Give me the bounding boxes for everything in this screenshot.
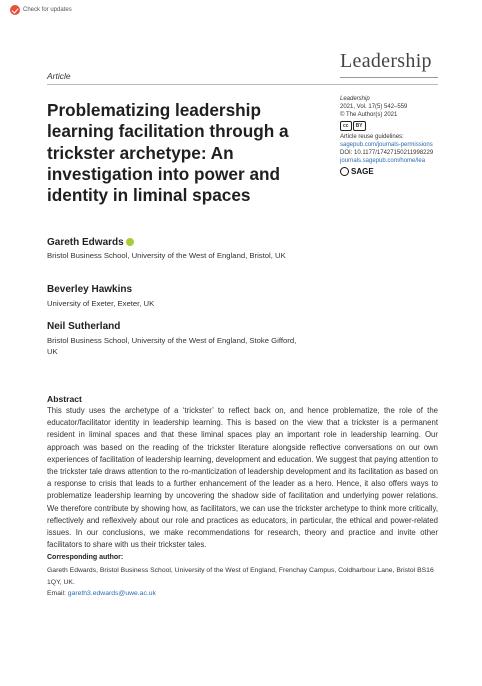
publication-metadata xyxy=(340,95,480,176)
abstract-text: This study uses the archetype of a ‘trickster’ to reflect back on, and hence problematize, the role of the educator/facilitator identity in leadership learning. This is based on the view that a trickster is a permanent resident in liminal spaces and that these liminal spaces play an important role in leadership learning. Our approach was based on the reading of the trickster literature alongside reflective conversations on our own experiences of facilitation of leadership learning, development and education. We suggest that paying attention to the trickster tale draws attention to the ro-manticization of leadership development and its facilitation as based on a response to crisis that leads to a further enhancement of the leader as a hero. Hence, it also offers ways to problematize leadership learning by uncovering the shadow side of facilitation and underlying power relations. We therefore contribute by showing how, as facilitators, we can use the trickster archetype to think more critically, reflectively and reflexively about our role and practices as educators, in particular, the ethical and power-related issues. In our conclusions, we make recommendations for research, theory and practice and invite other facilitators to share with us their trickster tales. xyxy=(47,406,438,550)
corresponding-address: Gareth Edwards, Bristol Business School, University of the West of England, Frenchay Campus, Coldharbour Lane, Bristol BS16 1QY, UK. xyxy=(47,567,434,586)
sage-logo xyxy=(340,167,480,176)
cc-icon: cc xyxy=(340,121,352,131)
reuse-guidelines-link[interactable]: sagepub.com/journals-permissions xyxy=(340,141,433,148)
author-name: Neil Sutherland xyxy=(47,321,121,332)
meta-reuse-label: Article reuse guidelines: xyxy=(340,133,404,140)
orcid-icon[interactable] xyxy=(126,238,134,246)
check-for-updates-label: Check for updates xyxy=(23,7,72,13)
header-divider xyxy=(47,84,438,85)
sage-icon xyxy=(340,167,349,176)
corresponding-email-line xyxy=(47,588,438,600)
journal-home-link[interactable]: journals.sagepub.com/home/lea xyxy=(340,158,426,165)
meta-citation: 2021, Vol. 17(5) 542–559 xyxy=(340,104,408,111)
email-label: Email: xyxy=(47,590,66,597)
email-link[interactable]: gareth3.edwards@uwe.ac.uk xyxy=(67,590,156,597)
creative-commons-badge[interactable] xyxy=(340,121,366,131)
article-title: Problematizing leadership learning facilitation through a trickster archetype: An investigation into power and identity in liminal spaces xyxy=(47,100,289,206)
journal-brand-logo: Leadership xyxy=(340,50,432,72)
cc-by-icon: BY xyxy=(353,121,366,131)
author-affiliation: University of Exeter, Exeter, UK xyxy=(47,299,155,308)
corresponding-author-heading: Corresponding author: xyxy=(47,554,124,561)
author-name: Beverley Hawkins xyxy=(47,284,133,295)
checkmark-icon xyxy=(10,5,20,15)
author-affiliation: Bristol Business School, University of the West of England, Bristol, UK xyxy=(47,251,286,260)
meta-doi[interactable]: DOI: 10.1177/17427150211998229 xyxy=(340,150,434,157)
author-affiliation: Bristol Business School, University of the West of England, Stoke Gifford, UK xyxy=(47,336,297,356)
author-name xyxy=(47,237,134,248)
check-for-updates-badge[interactable] xyxy=(10,5,72,15)
meta-copyright: © The Author(s) 2021 xyxy=(340,112,398,119)
meta-journal: Leadership xyxy=(340,96,370,102)
sage-logo-text: SAGE xyxy=(351,166,374,176)
article-type-label: Article xyxy=(47,71,71,81)
author-name-text: Gareth Edwards xyxy=(47,237,124,248)
corresponding-author-block xyxy=(47,565,438,600)
brand-divider xyxy=(340,77,438,78)
abstract-heading: Abstract xyxy=(47,394,82,404)
